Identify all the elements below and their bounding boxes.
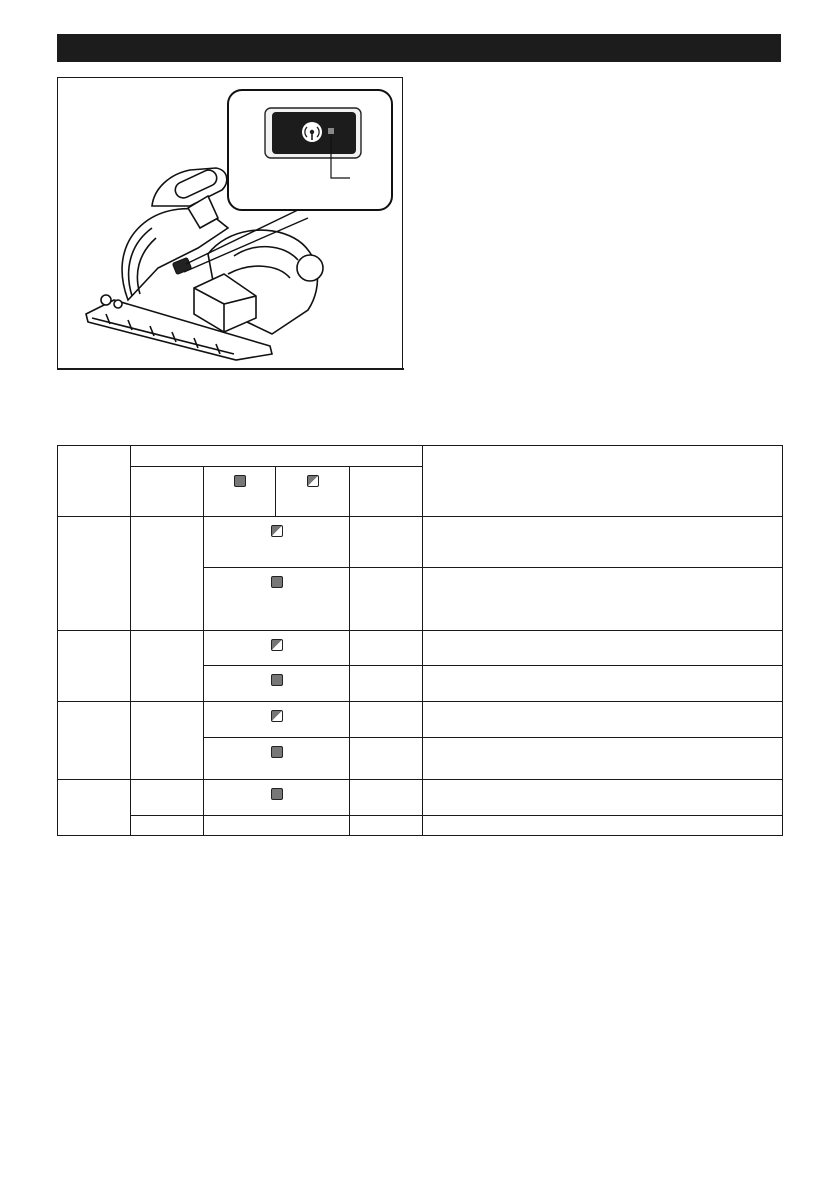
indicator-half-lit-icon [271,639,283,651]
table-header-cell [131,467,204,517]
indicator-half-lit-icon [271,710,283,722]
table-cell [204,816,350,836]
table-cell [204,568,350,631]
indicator-status-table [57,445,783,836]
table-cell [131,780,204,816]
table-cell [423,631,783,666]
table-cell [423,738,783,780]
table-cell [350,517,423,568]
indicator-lamp [328,128,334,134]
table-cell [131,517,204,631]
indicator-solid-icon [271,674,283,686]
tool-illustration [57,77,403,369]
table-cell [423,568,783,631]
table-cell [58,780,131,836]
table-cell [350,816,423,836]
table-header-cell [58,446,131,517]
table-header-cell [204,467,276,517]
table-cell [350,738,423,780]
table-cell [350,568,423,631]
figure-underline [57,368,404,370]
table-cell [350,666,423,702]
table-cell [350,631,423,666]
table-cell [131,816,204,836]
table-cell [58,702,131,780]
table-header-cell [131,446,423,467]
table-cell [204,702,350,738]
section-header-bar [57,34,781,62]
indicator-solid-icon [234,475,246,487]
indicator-solid-icon [271,576,283,588]
table-cell [58,631,131,702]
table-cell [423,666,783,702]
table-header-cell [423,446,783,517]
table-cell [204,517,350,568]
table-cell [58,517,131,631]
table-cell [423,816,783,836]
indicator-half-lit-icon [307,475,319,487]
indicator-solid-icon [271,746,283,758]
table-cell [423,780,783,816]
table-header-cell [276,467,350,517]
table-cell [131,631,204,702]
indicator-half-lit-icon [271,525,283,537]
table-cell [350,780,423,816]
wireless-signal-icon [302,122,322,142]
table-cell [350,702,423,738]
circular-saw-drawing [58,78,404,370]
table-cell [131,702,204,780]
table-cell [204,780,350,816]
table-cell [423,517,783,568]
indicator-solid-icon [271,788,283,800]
table-cell [204,738,350,780]
table-cell [204,631,350,666]
table-header-cell [350,467,423,517]
table-cell [204,666,350,702]
table-cell [423,702,783,738]
